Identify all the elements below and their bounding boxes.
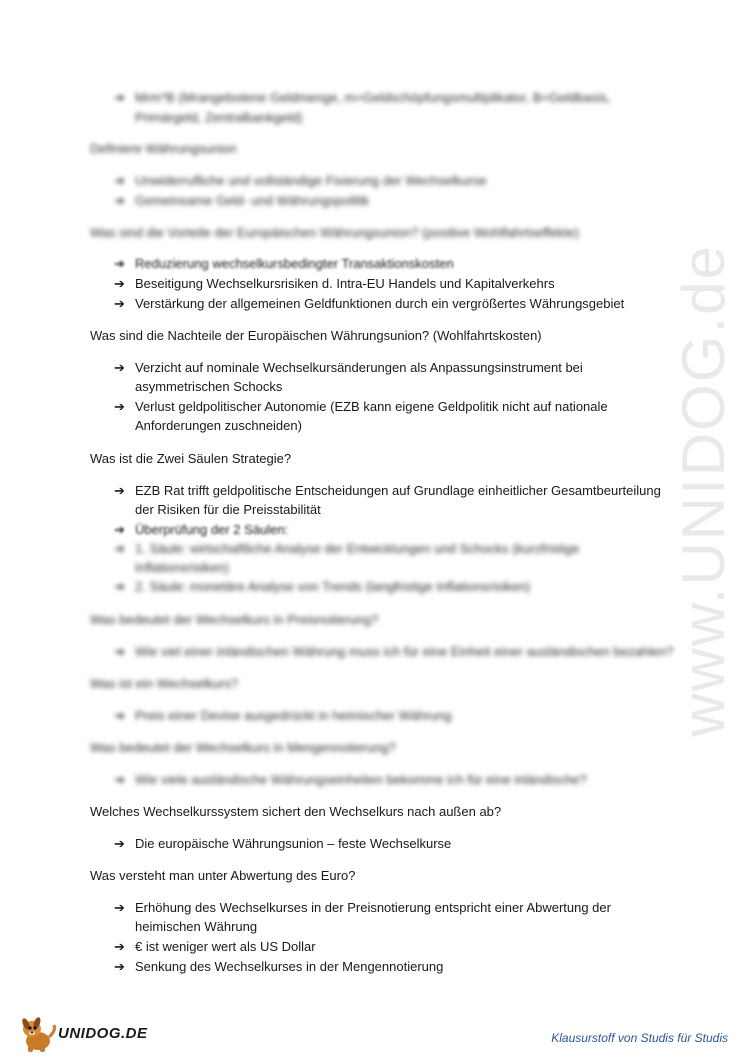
question-heading: Welches Wechselkurssystem sichert den Wechselkurs nach außen ab? xyxy=(90,804,502,819)
unidog-logo xyxy=(20,1013,155,1055)
arrow-right-icon: ➔ xyxy=(114,708,125,723)
arrow-right-icon: ➔ xyxy=(114,541,125,556)
bullet-item: ➔ Verlust geldpolitischer Autonomie (EZB kann eigene Geldpolitik nicht auf nationale xyxy=(114,399,608,414)
bullet-item: ➔ 1. Säule: wirtschaftliche Analyse der Entwicklungen und Schocks (kurzfristige xyxy=(114,541,580,556)
bullet-item: ➔ Reduzierung wechselkursbedingter Transaktionskosten xyxy=(114,256,454,271)
arrow-right-icon: ➔ xyxy=(114,959,125,974)
bullet-item: ➔ Wie viele ausländische Währungseinheiten bekomme ich für eine inländische? xyxy=(114,772,587,787)
bullet-item: ➔ Die europäische Währungsunion – feste Wechselkurse xyxy=(114,836,452,851)
arrow-right-icon: ➔ xyxy=(114,296,125,311)
arrow-right-icon: ➔ xyxy=(114,579,125,594)
arrow-right-icon: ➔ xyxy=(114,644,125,659)
arrow-right-icon: ➔ xyxy=(114,193,125,208)
question-heading: Definiere Währungsunion xyxy=(90,141,237,156)
arrow-right-icon: ➔ xyxy=(114,173,125,188)
arrow-right-icon: ➔ xyxy=(114,90,125,105)
bullet-item: ➔ 2. Säule: monetäre Analyse von Trends (langfristige Inflationsrisiken) xyxy=(114,579,531,594)
arrow-right-icon: ➔ xyxy=(114,399,125,414)
bullet-item: ➔ Unwiderrufliche und vollständige Fixierung der Wechselkurse xyxy=(114,173,487,188)
question-heading: Was ist ein Wechselkurs? xyxy=(90,676,239,691)
bullet-item: ➔ Senkung des Wechselkurses in der Mengennotierung xyxy=(114,959,444,974)
arrow-right-icon: ➔ xyxy=(114,900,125,915)
arrow-right-icon: ➔ xyxy=(114,483,125,498)
bullet-item: ➔ Beseitigung Wechselkursrisiken d. Intra-EU Handels und Kapitalverkehrs xyxy=(114,276,555,291)
bullet-item: ➔ Überprüfung der 2 Säulen: xyxy=(114,522,289,537)
arrow-right-icon: ➔ xyxy=(114,939,125,954)
bullet-item: ➔ Mrm*B (Mrangebotene Geldmenge, m=Geldschöpfungsmultiplikator, B=Geldbasis, xyxy=(114,90,611,105)
bullet-continuation: Anforderungen zuschneiden) xyxy=(135,418,302,433)
bullet-continuation: Primärgeld, Zentralbankgeld) xyxy=(135,110,303,125)
bullet-item: ➔ Erhöhung des Wechselkurses in der Preisnotierung entspricht einer Abwertung der xyxy=(114,900,611,915)
arrow-right-icon: ➔ xyxy=(114,360,125,375)
bullet-item: ➔ EZB Rat trifft geldpolitische Entscheidungen auf Grundlage einheitlicher Gesamtbeurteilung xyxy=(114,483,661,498)
dog-mascot-icon xyxy=(20,1013,60,1055)
question-heading: Was sind die Nachteile der Europäischen Währungsunion? (Wohlfahrtskosten) xyxy=(90,328,542,343)
bullet-continuation: der Risiken für die Preisstabilität xyxy=(135,502,321,517)
bullet-item: ➔ Wie viel einer inländischen Währung muss ich für eine Einheit einer ausländischen bezahlen? xyxy=(114,644,674,659)
arrow-right-icon: ➔ xyxy=(114,836,125,851)
question-heading: Was sind die Vorteile der Europäischen Währungsunion? (positive Wohlfahrtseffekte) xyxy=(90,225,579,240)
question-heading: Was bedeutet der Wechselkurs in Mengennotierung? xyxy=(90,740,396,755)
watermark-text: www.UNIDOG.de xyxy=(669,243,737,737)
question-heading: Was ist die Zwei Säulen Strategie? xyxy=(90,451,292,466)
question-heading: Was versteht man unter Abwertung des Euro? xyxy=(90,868,356,883)
bullet-continuation: asymmetrischen Schocks xyxy=(135,379,283,394)
bullet-item: ➔ Preis einer Devise ausgedrückt in heimischer Währung xyxy=(114,708,452,723)
bullet-continuation: Inflationsrisiken) xyxy=(135,560,229,575)
question-heading: Was bedeutet der Wechselkurs in Preisnotierung? xyxy=(90,612,379,627)
arrow-right-icon: ➔ xyxy=(114,276,125,291)
arrow-right-icon: ➔ xyxy=(114,256,125,271)
logo-text: UNIDOG.DE xyxy=(58,1025,148,1042)
bullet-item: ➔ Gemeinsame Geld- und Währungspolitik xyxy=(114,193,370,208)
arrow-right-icon: ➔ xyxy=(114,522,125,537)
arrow-right-icon: ➔ xyxy=(114,772,125,787)
bullet-item: ➔ Verzicht auf nominale Wechselkursänderungen als Anpassungsinstrument bei xyxy=(114,360,583,375)
footer-tagline: Klausurstoff von Studis für Studis xyxy=(551,1031,728,1045)
bullet-continuation: heimischen Währung xyxy=(135,919,258,934)
bullet-item: ➔ Verstärkung der allgemeinen Geldfunktionen durch ein vergrößertes Währungsgebiet xyxy=(114,296,625,311)
bullet-item: ➔ € ist weniger wert als US Dollar xyxy=(114,939,316,954)
